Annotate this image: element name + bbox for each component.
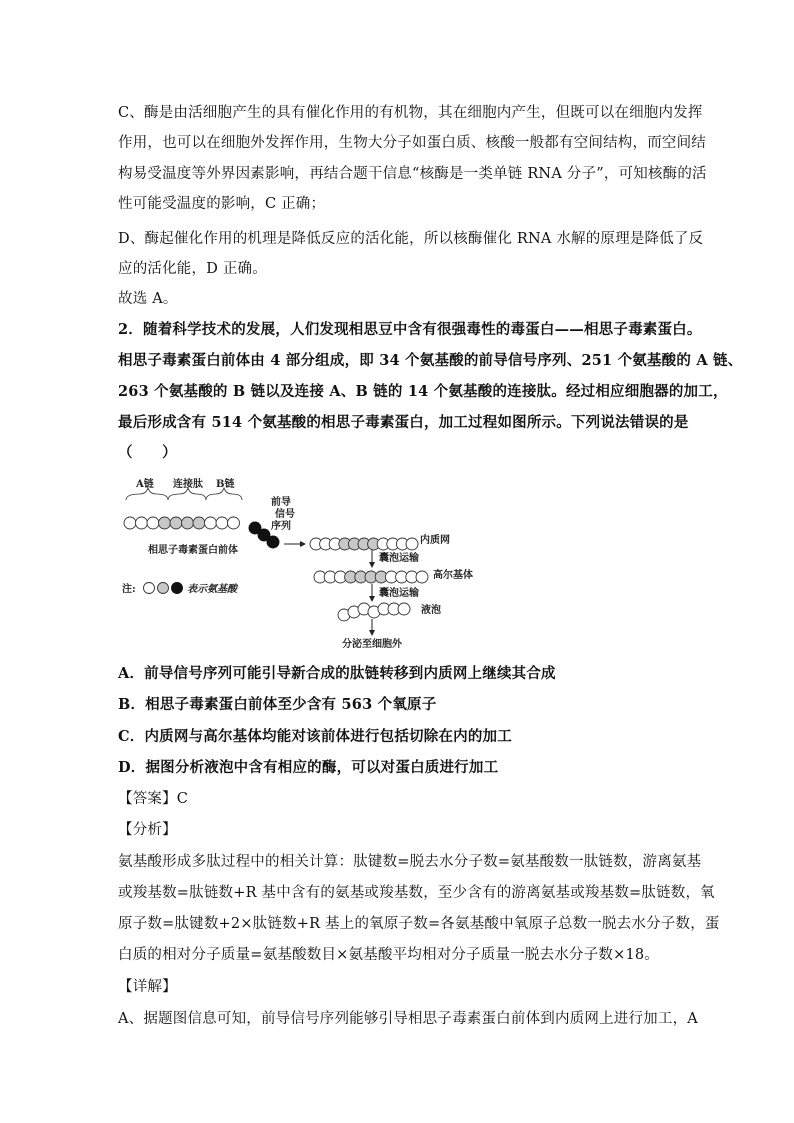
arrowhead-vacuole bbox=[369, 596, 375, 602]
analysis-heading: 【分析】 bbox=[118, 822, 177, 838]
label-er: 内质网 bbox=[420, 535, 450, 546]
text-line: 作用，也可以在细胞外发挥作用，生物大分子如蛋白质、核酸一般都有空间结构，而空间结 bbox=[118, 135, 706, 151]
label-transport-2: 囊泡运输 bbox=[379, 588, 419, 599]
text-line: 故选 A。 bbox=[118, 291, 178, 307]
amino-acid-bead bbox=[182, 517, 194, 529]
label-signal-3: 序列 bbox=[271, 521, 291, 532]
text-line: D、酶起催化作用的机理是降低反应的活化能，所以核酶催化 RNA 水解的原理是降低了反 bbox=[118, 231, 704, 247]
question-line: 相思子毒素蛋白前体由 4 部分组成，即 34 个氨基酸的前导信号序列、251 个氨基酸的 A 链、 bbox=[118, 352, 743, 369]
amino-acid-bead bbox=[205, 517, 217, 529]
amino-acid-bead bbox=[406, 538, 418, 550]
amino-acid-bead bbox=[416, 571, 428, 583]
label-secrete: 分泌至细胞外 bbox=[342, 639, 402, 650]
arrowhead-golgi bbox=[369, 562, 375, 568]
er-chain bbox=[310, 538, 418, 550]
amino-acid-bead bbox=[398, 603, 410, 615]
analysis-line: 或羧基数=肽链数+R 基中含有的氨基或羧基数，至少含有的游离氨基或羧基数=肽链数，氧 bbox=[118, 885, 715, 901]
amino-acid-bead bbox=[159, 517, 171, 529]
label-vacuole: 液泡 bbox=[421, 605, 441, 616]
answer-line: 【答案】C bbox=[118, 791, 189, 807]
amino-acid-bead bbox=[193, 517, 205, 529]
amino-acid-bead bbox=[147, 517, 159, 529]
label-linker: 连接肽 bbox=[173, 479, 203, 490]
amino-acid-bead bbox=[124, 517, 136, 529]
text-line: C、酶是由活细胞产生的具有催化作用的有机物，其在细胞内产生，但既可以在细胞内发挥 bbox=[118, 105, 703, 121]
option-d: D．据图分析液泡中含有相应的酶，可以对蛋白质进行加工 bbox=[118, 759, 499, 776]
question-line: 最后形成含有 514 个氨基酸的相思子毒素蛋白，加工过程如图所示。下列说法错误的是 bbox=[118, 414, 689, 431]
processing-diagram bbox=[118, 472, 498, 652]
amino-acid-bead bbox=[136, 517, 148, 529]
label-b-chain: B链 bbox=[216, 479, 235, 490]
legend-circle-white bbox=[144, 583, 155, 594]
amino-acid-bead bbox=[170, 517, 182, 529]
option-b: B．相思子毒素蛋白前体至少含有 563 个氧原子 bbox=[118, 696, 437, 713]
text-line: 构易受温度等外界因素影响，再结合题干信息“核酶是一类单链 RNA 分子”，可知核酶的活 bbox=[118, 166, 707, 182]
precursor-chain bbox=[124, 517, 279, 548]
analysis-line: 原子数=肽键数+2×肽链数+R 基上的氧原子数=各氨基酸中氧原子总数一脱去水分子数，蛋 bbox=[118, 916, 720, 932]
label-note-suffix: 表示氨基酸 bbox=[187, 584, 237, 595]
label-signal-2: 信号 bbox=[275, 509, 295, 520]
detail-heading: 【详解】 bbox=[118, 979, 177, 995]
vacuole-chain bbox=[338, 603, 410, 621]
question-blank: （ ） bbox=[118, 444, 177, 461]
label-a-chain: A链 bbox=[136, 479, 154, 490]
text-line: 应的活化能，D 正确。 bbox=[118, 261, 267, 277]
amino-acid-bead bbox=[216, 517, 228, 529]
analysis-line: 白质的相对分子质量=氨基酸数目×氨基酸平均相对分子质量一脱去水分子数×18。 bbox=[118, 947, 659, 963]
label-transport-1: 囊泡运输 bbox=[379, 553, 419, 564]
label-precursor: 相思子毒素蛋白前体 bbox=[148, 545, 238, 556]
legend-circle-black bbox=[172, 583, 183, 594]
option-a: A．前导信号序列可能引导新合成的肽链转移到内质网上继续其合成 bbox=[118, 665, 556, 682]
legend-circle-gray bbox=[158, 583, 169, 594]
brace-a-chain bbox=[126, 488, 168, 500]
label-golgi: 高尔基体 bbox=[433, 570, 473, 581]
analysis-line: 氨基酸形成多肽过程中的相关计算：肽键数=脱去水分子数=氨基酸数一肽链数，游离氨基 bbox=[118, 854, 702, 870]
amino-acid-bead bbox=[228, 517, 240, 529]
text-line: 性可能受温度的影响，C 正确； bbox=[118, 196, 326, 212]
arrowhead-er bbox=[300, 541, 306, 547]
signal-bead bbox=[267, 536, 279, 548]
question-line: 263 个氨基酸的 B 链以及连接 A、B 链的 14 个氨基酸的连接肽。经过相应细胞器的加工， bbox=[118, 383, 728, 400]
question-line: 2．随着科学技术的发展，人们发现相思豆中含有很强毒性的毒蛋白——相思子毒素蛋白。 bbox=[118, 321, 702, 338]
label-signal-1: 前导 bbox=[271, 497, 291, 508]
golgi-chain bbox=[314, 571, 428, 583]
option-c: C．内质网与高尔基体均能对该前体进行包括切除在内的加工 bbox=[118, 728, 512, 745]
arrowhead-secrete bbox=[369, 630, 375, 636]
label-note-prefix: 注: bbox=[122, 584, 136, 595]
detail-line: A、据题图信息可知，前导信号序列能够引导相思子毒素蛋白前体到内质网上进行加工，A bbox=[118, 1011, 698, 1027]
